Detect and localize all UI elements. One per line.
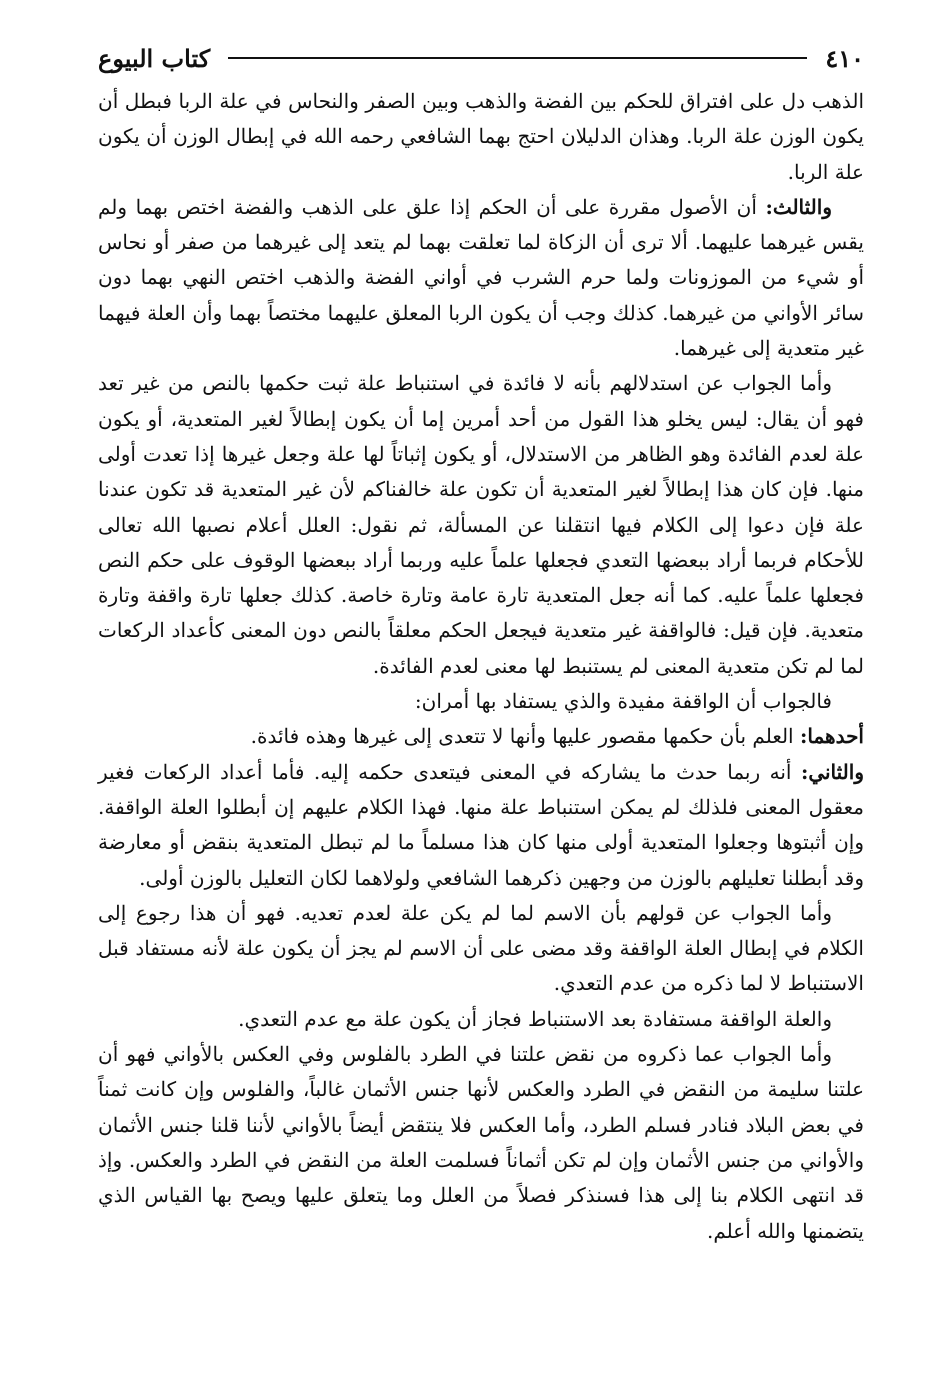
paragraph-text: الذهب دل على افتراق للحكم بين الفضة والذهب وبين الصفر والنحاس في علة الربا فبطل أن يكون الوزن علة الربا. وهذان الدليلان احتج بهما الشافعي رحمه الله في إبطال الوزن أن يكون علة الربا.	[98, 89, 864, 184]
paragraph-text: أنه ربما حدث ما يشاركه في المعنى فيتعدى حكمه إليه. فأما أعداد الركعات فغير معقول المعنى فلذلك لم يمكن استنباط علة منها. فهذا الكلام عليهم إن أبطلوا العلة الواقفة. وإن أثبتوها وجعلوا المتعدية أولى منها كان هذا مسلماً ما لم تبطل المتعدية بنقض أو معارضة وقد أبطلنا تعليلهم بالوزن من وجهين ذكرهما الشافعي ولولاهما لكان التعليل بالوزن أولى.	[98, 759, 864, 890]
paragraph-text: وأما الجواب عن قولهم بأن الاسم لما لم يكن علة لعدم تعديه. فهو أن هذا رجوع إلى الكلام في إبطال العلة الواقفة وقد مضى على أن الاسم لم يجز أن يكون علة لأنه مستفاد قبل الاستنباط لا لما ذكره من عدم التعدي.	[98, 900, 864, 996]
paragraph	[98, 719, 864, 754]
paragraph	[98, 755, 864, 896]
paragraph-term: والثاني:	[800, 759, 864, 784]
paragraph	[98, 1037, 864, 1249]
running-head	[98, 38, 864, 78]
paragraph	[98, 684, 864, 719]
paragraph	[98, 366, 864, 684]
book-title: كتاب البيوع	[98, 43, 211, 73]
paragraph-text: فالجواب أن الواقفة مفيدة والذي يستفاد بها أمران:	[414, 689, 832, 714]
paragraph	[98, 1002, 864, 1037]
page-number: ٤١٠	[825, 43, 864, 73]
paragraph-text: العلم بأن حكمها مقصور عليها وأنها لا تتعدى إلى غيرها وهذه فائدة.	[250, 724, 800, 749]
body-text	[98, 84, 864, 1249]
paragraph-text: وأما الجواب عن استدلالهم بأنه لا فائدة في استنباط علة ثبت حكمها بالنص من غير تعد فهو أن يقال: ليس يخلو هذا القول من أحد أمرين إما أن يكون إبطالاً لغير المتعدية، أو يكون علة لعدم الفائدة وهو الظاهر من الاستدلال، أو يكون إثباتاً لها علة وجعل غيرها إذا تعدت أولى منها. فإن كان هذا إبطالاً لغير المتعدية أن تكون علة خالفناكم لأن غير المتعدية قد تكون عندنا علة فإن دعوا إلى الكلام فيها انتقلنا عن المسألة، ثم نقول: العلل أعلام نصبها الله تعالى للأحكام فربما أراد ببعضها التعدي فجعلها علماً عليه وربما أراد ببعضها الوقوف على حكم النص فجعلها علماً عليه. كما أنه جعل المتعدية تارة عامة وتارة خاصة. كذلك جعلها تارة واقفة وتارة متعدية. فإن قيل: فالواقفة غير متعدية فيجعل الحكم معلقاً بالنص دون المعنى كأعداد الركعات لما لم تكن متعدية المعنى لم يستنبط لها معنى لعدم الفائدة.	[98, 371, 864, 678]
paragraph-text: أن الأصول مقررة على أن الحكم إذا علق على الذهب والفضة اختص بهما ولم يقس غيرهما عليهما. ألا ترى أن الزكاة لما تعلقت بهما لم يتعد إلى غيرهما من صفر أو نحاس أو شيء من الموزونات ولما حرم الشرب في أواني الفضة والذهب اختص النهي بهما دون سائر الأواني من غيرهما. كذلك وجب أن يكون الربا المعلق عليهما مختصاً بهما وأن العلة فيهما غير متعدية إلى غيرهما.	[98, 194, 864, 361]
paragraph-term: أحدهما:	[799, 724, 864, 749]
paragraph-text: والعلة الواقفة مستفادة بعد الاستنباط فجاز أن يكون علة مع عدم التعدي.	[238, 1006, 832, 1031]
paragraph-term: والثالث:	[765, 194, 832, 219]
paragraph-text: وأما الجواب عما ذكروه من نقض علتنا في الطرد بالفلوس وفي العكس بالأواني فهو أن علتنا سليمة من النقض في الطرد والعكس لأنها جنس الأثمان غالباً، والفلوس وإن كانت ثمناً في بعض البلاد فنادر فسلم الطرد، وأما العكس فلا ينتقض أيضاً بالأواني لأننا قلنا جنس الأثمان والأواني من جنس الأثمان وإن لم تكن أثماناً فسلمت العلة من النقض في الطرد والعكس. وإذ قد انتهى الكلام بنا إلى هذا فسنذكر فصلاً من العلل وما يتعلق عليها ويصح بها القياس الذي يتضمنها والله أعلم.	[98, 1042, 864, 1243]
header-rule	[228, 57, 807, 59]
paragraph	[98, 896, 864, 1002]
paragraph	[98, 84, 864, 190]
paragraph	[98, 190, 864, 366]
